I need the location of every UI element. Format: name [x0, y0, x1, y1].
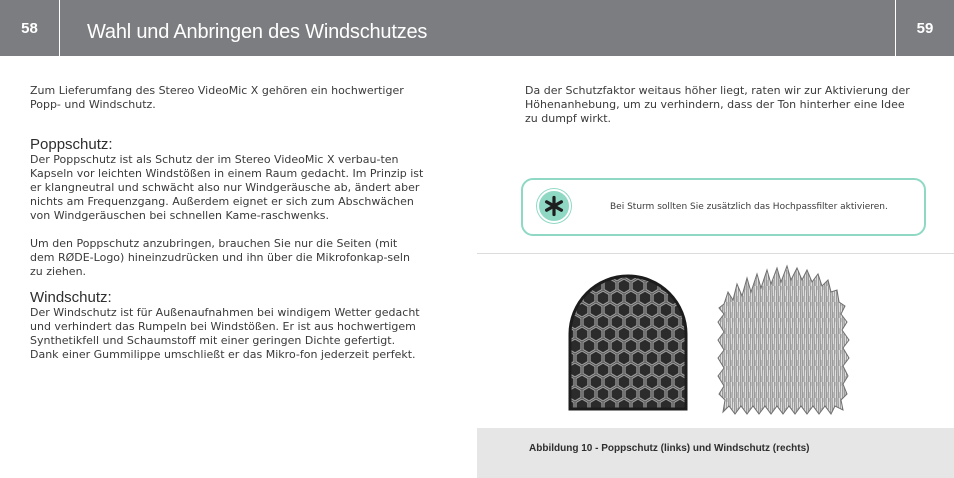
windschutz-heading: Windschutz:: [30, 289, 112, 306]
figure-caption: Abbildung 10 - Poppschutz (links) und Windschutz (rechts): [529, 443, 810, 454]
windshield-illustration: [718, 266, 849, 414]
tip-text: Bei Sturm sollten Sie zusätzlich das Hochpassfilter aktivieren.: [610, 202, 888, 212]
right-paragraph: Da der Schutzfaktor weitaus höher liegt, raten wir zur Aktivierung der Höhenanhebung, um zu verhindern, dass der Ton hinterher eine Idee zu dumpf wirkt.: [525, 84, 910, 125]
asterisk-icon: [537, 189, 571, 223]
right-page-number: 59: [895, 0, 954, 56]
intro-paragraph: Zum Lieferumfang des Stereo VideoMic X gehören ein hochwertiger Popp- und Windschutz.: [30, 84, 404, 111]
figure-area: [477, 254, 954, 428]
right-column: [525, 84, 925, 126]
caption-bar: [477, 428, 954, 478]
left-column: [30, 84, 440, 362]
left-page-number: 58: [0, 0, 60, 56]
poppschutz-mounting-paragraph: Um den Poppschutz anzubringen, brauchen Sie nur die Seiten (mit dem RØDE-Logo) hineinzudrücken und ihn über die Mikrofonkap-seln zu ziehen.: [30, 237, 410, 278]
tip-box: [521, 178, 926, 236]
poppschutz-paragraph: Der Poppschutz ist als Schutz der im Stereo VideoMic X verbau-ten Kapseln vor leichten Windstößen in einem Raum gedacht. Im Prinzip ist er klangneutral und schwächt also nur Windgeräusche ab, ändert aber nichts am Frequenzgang. Außerdem eignet er sich zum Abschwächen von Windgeräuschen bei schnellen Kame-raschwenks.: [30, 153, 424, 222]
poppschutz-heading: Poppschutz:: [30, 136, 113, 153]
page-header: [0, 0, 954, 56]
pop-filter-illustration: [567, 272, 689, 412]
page-title: Wahl und Anbringen des Windschutzes: [87, 21, 428, 43]
windschutz-paragraph: Der Windschutz ist für Außenaufnahmen bei windigem Wetter gedacht und verhindert das Rumpeln bei Windstößen. Er ist aus hochwertigem Synthetikfell und Schaumstoff mit einer geringen Dichte gefertigt. Dank einer Gummilippe umschließt er das Mikro-fon jederzeit perfekt.: [30, 306, 420, 361]
figure-illustration: [477, 254, 954, 428]
